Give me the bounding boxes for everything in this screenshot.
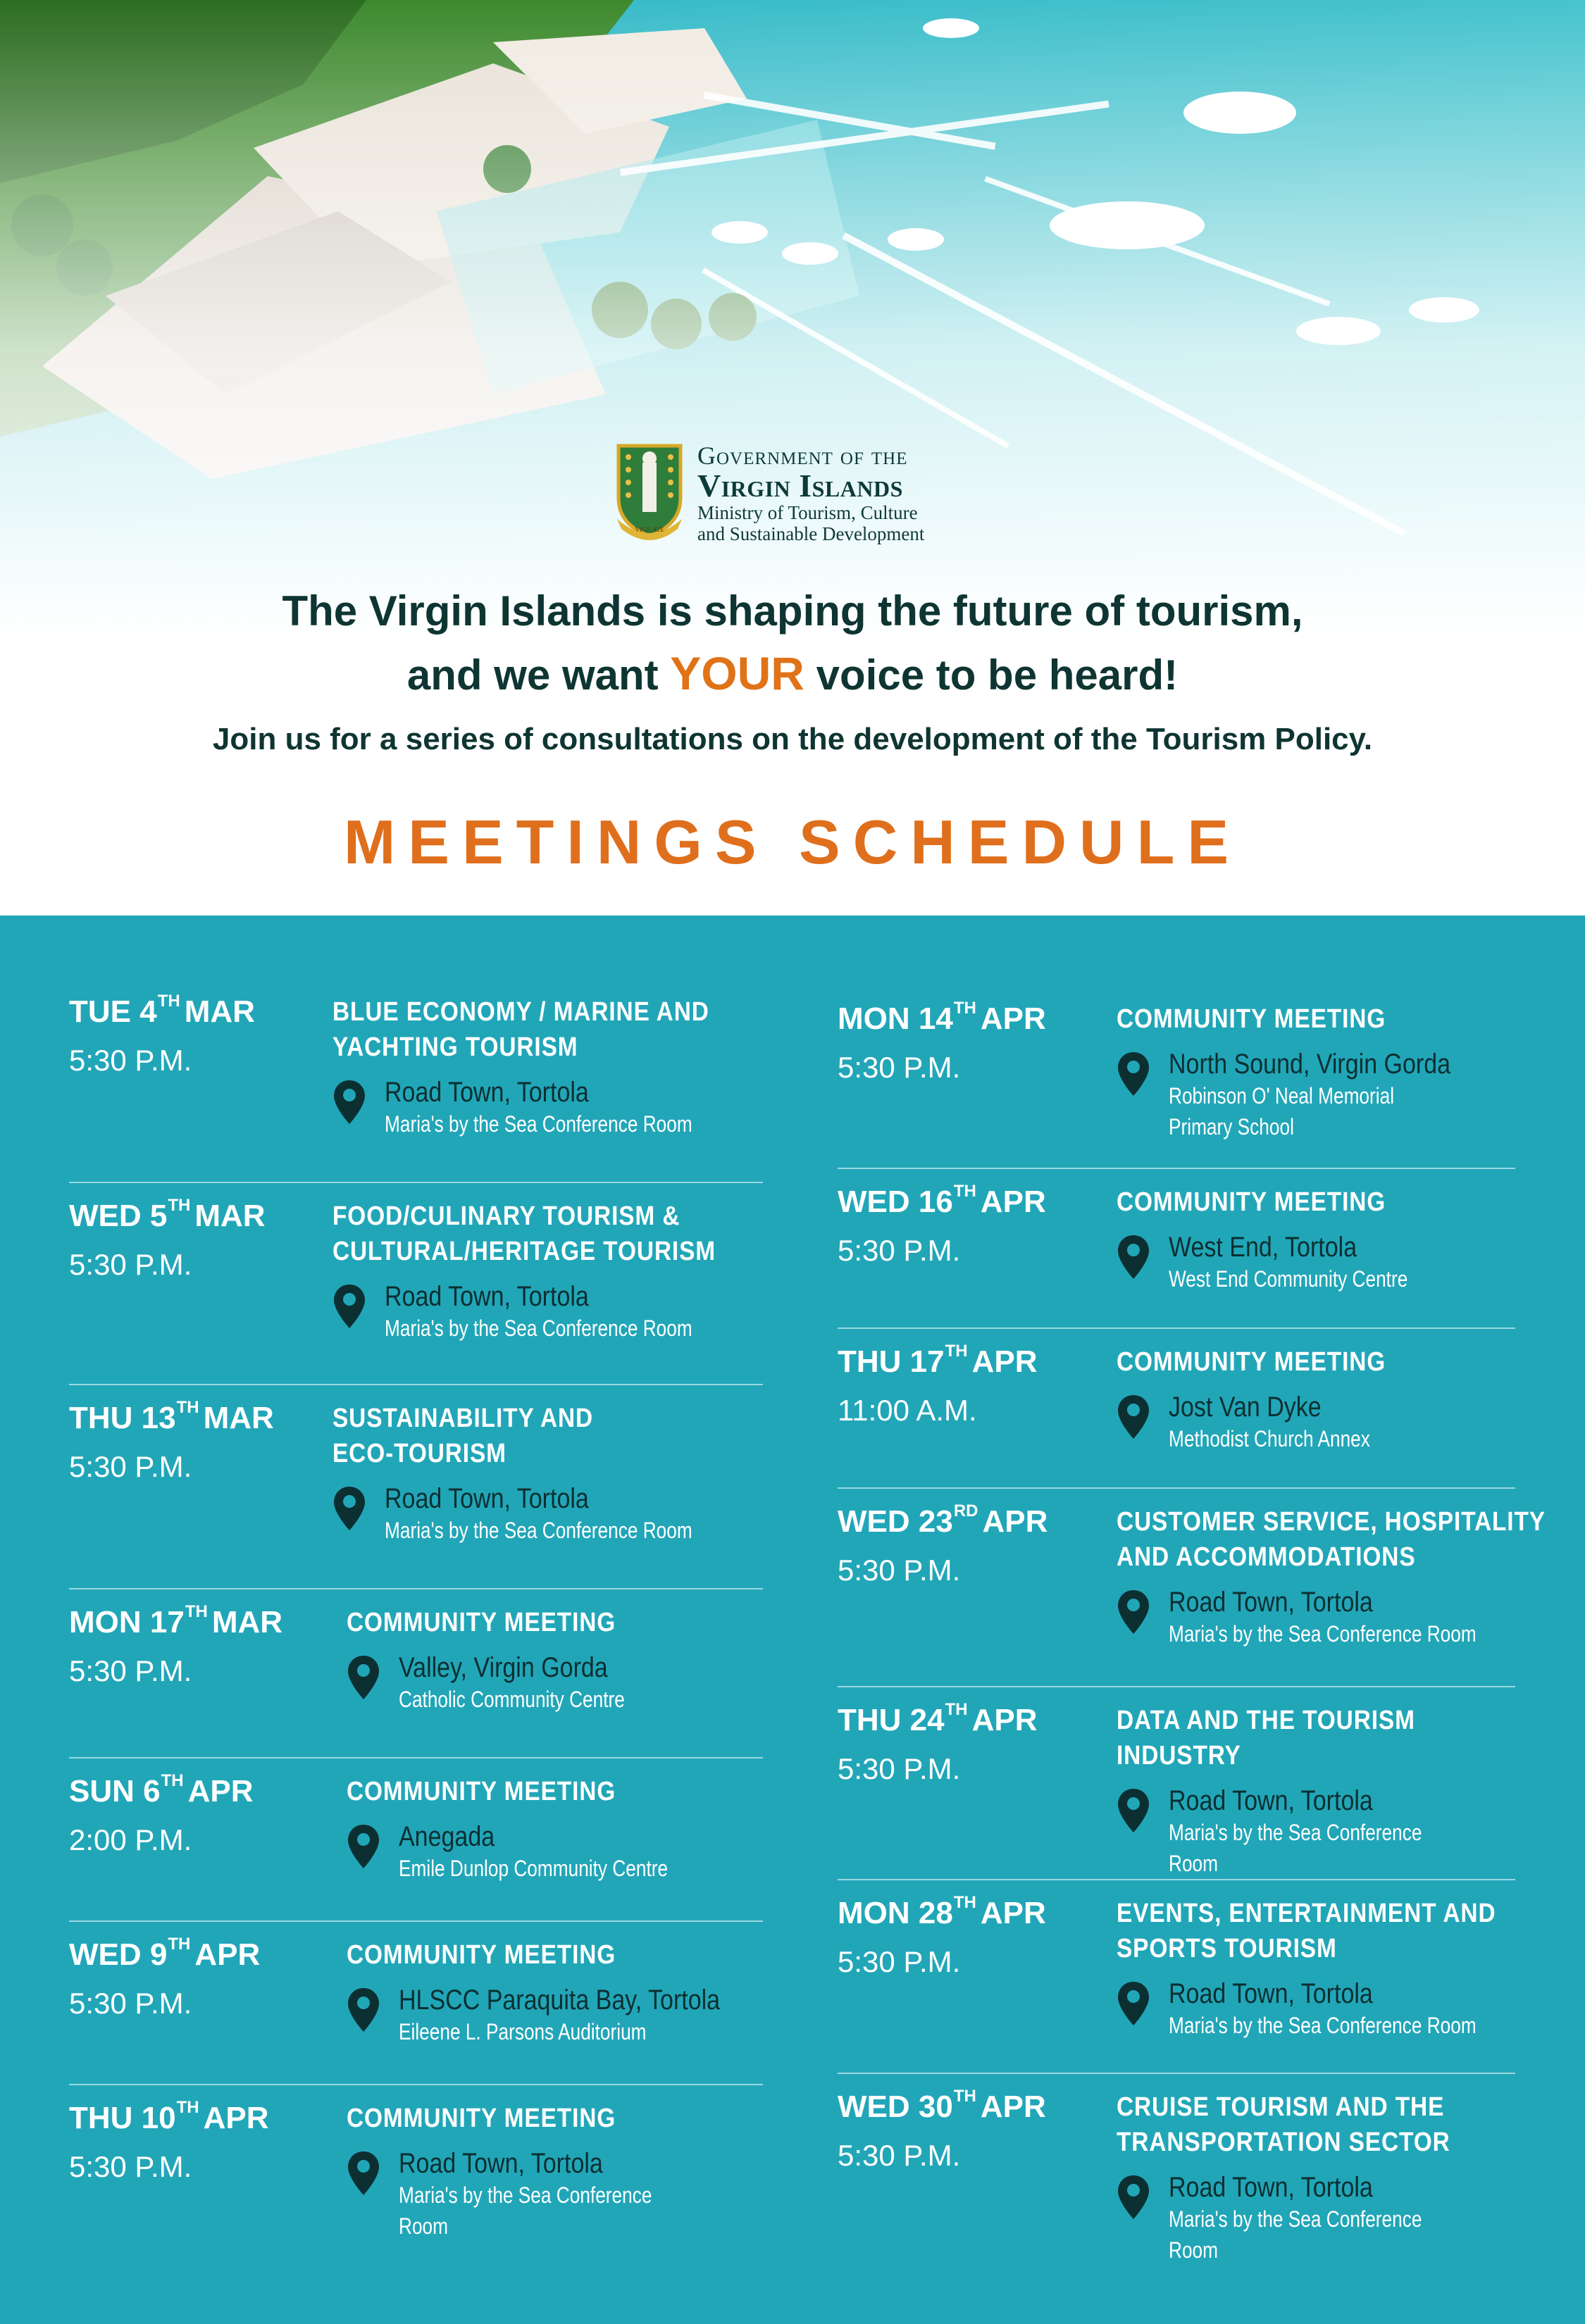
meeting-location: [1117, 1785, 1515, 1879]
meeting-month: APR: [980, 1896, 1046, 1930]
meeting-day: THU 10: [69, 2101, 176, 2135]
location-pin-icon: [347, 1654, 380, 1701]
meeting-location: [347, 2147, 763, 2242]
meeting-topic-line1: COMMUNITY MEETING: [1117, 1347, 1386, 1377]
meeting-location: [1117, 1586, 1585, 1649]
location-pin-icon: [332, 1485, 366, 1532]
headline-line2-before: and we want: [406, 651, 659, 699]
meeting-time: 5:30 P.M.: [838, 1234, 961, 1267]
headline-line1: The Virgin Islands is shaping the future of tourism,: [282, 587, 1303, 635]
meeting-topic-line1: CRUISE TOURISM AND THE: [1117, 2092, 1445, 2122]
schedule-column-left: [69, 979, 763, 2254]
location-pin-icon: [1117, 1234, 1150, 1280]
meeting-day-suffix: TH: [168, 1196, 191, 1215]
meeting-day: THU 13: [69, 1401, 176, 1435]
meeting-month: APR: [980, 1185, 1046, 1219]
meeting-date: [838, 1001, 1046, 1037]
meeting-info: [347, 1774, 727, 1884]
meeting-place: Road Town, Tortola: [385, 1483, 589, 1514]
meeting-place: Anegada: [399, 1821, 495, 1852]
meeting-date: [838, 1182, 1046, 1220]
headline-line2-after: voice to be heard!: [816, 651, 1179, 699]
location-pin-icon: [1117, 1051, 1150, 1097]
meeting-month: APR: [980, 1001, 1046, 1036]
meeting-time: 11:00 A.M.: [838, 1394, 977, 1427]
meeting-entry: [69, 2085, 763, 2254]
meeting-time: 5:30 P.M.: [69, 1248, 192, 1281]
meeting-topic-line1: COMMUNITY MEETING: [1117, 1004, 1386, 1034]
meeting-location: [1117, 1391, 1422, 1454]
meeting-topic-line1: COMMUNITY MEETING: [347, 1777, 616, 1806]
meeting-topic-line1: COMMUNITY MEETING: [347, 1940, 616, 1970]
meeting-venue: Catholic Community Centre: [399, 1687, 625, 1712]
meeting-day-suffix: TH: [953, 2087, 976, 2106]
subheading: Join us for a series of consultations on the development of the Tourism Policy.: [212, 722, 1373, 756]
meeting-info: [1117, 1001, 1515, 1142]
meeting-place: Road Town, Tortola: [385, 1077, 589, 1108]
meeting-place: HLSCC Paraquita Bay, Tortola: [399, 1985, 721, 2016]
meeting-location: [332, 1482, 760, 1546]
meeting-place: Road Town, Tortola: [1169, 1785, 1373, 1816]
meeting-date: [69, 2098, 269, 2136]
meeting-date: [838, 2089, 1046, 2125]
schedule-title: MEETINGS SCHEDULE: [343, 807, 1242, 877]
location-pin-icon: [332, 1283, 366, 1330]
meeting-location: [1117, 1231, 1460, 1294]
meeting-entry: [69, 1183, 763, 1385]
headline-highlight: YOUR: [670, 647, 804, 699]
meeting-venue: Maria's by the Sea Conference Room: [385, 1111, 692, 1137]
meeting-location: [1117, 1978, 1548, 2041]
meeting-entry: [69, 979, 763, 1183]
meeting-venue: Maria's by the Sea Conference Room: [399, 2182, 652, 2239]
meeting-topic-line1: BLUE ECONOMY / MARINE AND: [332, 997, 709, 1027]
meeting-venue: Maria's by the Sea Conference Room: [385, 1518, 692, 1543]
meeting-location: [347, 1820, 727, 1884]
meeting-topic-line2: AND ACCOMMODATIONS: [1117, 1542, 1416, 1572]
meeting-location: [1117, 2171, 1515, 2266]
meeting-venue: Maria's by the Sea Conference Room: [1169, 1820, 1422, 1876]
meeting-place: Road Town, Tortola: [1169, 1587, 1373, 1618]
meeting-entry: [838, 1687, 1515, 1880]
meeting-topic-line2: CULTURAL/HERITAGE TOURISM: [332, 1237, 716, 1266]
meeting-info: [347, 2101, 763, 2242]
location-pin-icon: [1117, 1980, 1150, 2027]
meeting-time: 5:30 P.M.: [69, 1044, 192, 1077]
meeting-month: APR: [194, 1937, 261, 1972]
meeting-day-suffix: TH: [945, 1342, 968, 1361]
location-pin-icon: [347, 1987, 380, 2033]
meeting-entry: [69, 1922, 763, 2085]
meeting-day-suffix: TH: [168, 1935, 191, 1954]
meeting-day: WED 5: [69, 1199, 168, 1233]
meeting-time: 5:30 P.M.: [838, 1554, 961, 1587]
meeting-info: [1117, 1703, 1515, 1879]
meeting-info: [1117, 2089, 1515, 2266]
meeting-place: Road Town, Tortola: [385, 1281, 589, 1312]
meeting-topic-line2: ECO-TOURISM: [332, 1439, 506, 1468]
meeting-time: 5:30 P.M.: [69, 1450, 192, 1483]
meeting-day-suffix: TH: [953, 999, 976, 1018]
meeting-date: [69, 1937, 260, 1973]
meeting-entry: [838, 2074, 1515, 2264]
meeting-day: TUE 4: [69, 994, 157, 1029]
meeting-location: [332, 1076, 761, 1139]
meeting-topic-line2: SPORTS TOURISM: [1117, 1934, 1337, 1963]
meeting-info: [332, 1199, 768, 1344]
meeting-time: 5:30 P.M.: [838, 1945, 961, 1978]
meeting-month: APR: [982, 1504, 1048, 1539]
meeting-venue: Maria's by the Sea Conference Room: [1169, 1621, 1477, 1647]
meeting-date: [838, 1501, 1048, 1539]
meeting-info: [1117, 1185, 1460, 1294]
meeting-topic-line1: DATA AND THE TOURISM: [1117, 1706, 1415, 1735]
meeting-time: 5:30 P.M.: [69, 1987, 192, 2020]
location-pin-icon: [347, 1823, 380, 1870]
meeting-topic-line2: YACHTING TOURISM: [332, 1032, 578, 1062]
meeting-day: WED 23: [838, 1504, 953, 1539]
meeting-entry: [838, 1489, 1546, 1687]
meeting-month: APR: [971, 1703, 1038, 1737]
meeting-location: [332, 1280, 768, 1344]
meeting-day-suffix: TH: [953, 1893, 976, 1912]
meeting-topic-line2: TRANSPORTATION SECTOR: [1117, 2128, 1450, 2157]
meeting-date: [69, 1196, 266, 1234]
meeting-entry: [838, 986, 1515, 1169]
meeting-topic-line2: INDUSTRY: [1117, 1741, 1241, 1770]
meeting-topic-line1: FOOD/CULINARY TOURISM &: [332, 1201, 680, 1231]
ministry-line2: and Sustainable Development: [697, 523, 925, 544]
meeting-place: Road Town, Tortola: [399, 2148, 603, 2179]
meeting-entry: [838, 1169, 1515, 1329]
meeting-date: [69, 994, 255, 1030]
location-pin-icon: [332, 1079, 366, 1125]
meeting-info: [347, 1937, 777, 2047]
meeting-time: 2:00 P.M.: [69, 1823, 192, 1856]
meeting-info: [1117, 1344, 1422, 1454]
meeting-day: WED 30: [838, 2089, 953, 2124]
meeting-info: [347, 1605, 674, 1715]
meeting-info: [1117, 1504, 1585, 1649]
meeting-month: MAR: [184, 994, 255, 1029]
meeting-date: [69, 1771, 254, 1809]
meeting-day-suffix: TH: [157, 992, 180, 1011]
meeting-venue: Methodist Church Annex: [1169, 1426, 1370, 1451]
meeting-entry: [69, 1589, 763, 1758]
meeting-place: Jost Van Dyke: [1169, 1392, 1322, 1423]
meeting-entry: [69, 1758, 763, 1922]
meeting-day-suffix: TH: [176, 2098, 199, 2117]
meeting-place: Road Town, Tortola: [1169, 2172, 1373, 2203]
location-pin-icon: [1117, 1787, 1150, 1834]
meeting-topic-line1: EVENTS, ENTERTAINMENT AND: [1117, 1899, 1496, 1928]
location-pin-icon: [347, 2150, 380, 2197]
meeting-day: WED 16: [838, 1185, 953, 1219]
meeting-day-suffix: TH: [945, 1700, 968, 1719]
meeting-time: 5:30 P.M.: [838, 1051, 961, 1084]
meeting-venue: Maria's by the Sea Conference Room: [385, 1316, 692, 1341]
meeting-month: APR: [971, 1344, 1038, 1379]
meeting-topic-line1: COMMUNITY MEETING: [1117, 1187, 1386, 1217]
government-line2: Virgin Islands: [697, 468, 903, 504]
meeting-venue: Robinson O' Neal Memorial Primary School: [1169, 1083, 1395, 1139]
coat-of-arms-icon: [614, 442, 685, 540]
meeting-location: [347, 1984, 777, 2047]
meeting-day: THU 24: [838, 1703, 945, 1737]
meeting-day: MON 28: [838, 1896, 953, 1930]
schedule-column-right: [838, 986, 1546, 2264]
meeting-info: [332, 1401, 760, 1546]
meeting-month: APR: [187, 1774, 254, 1808]
meeting-info: [1117, 1896, 1548, 2041]
meeting-day-suffix: RD: [953, 1501, 978, 1520]
meeting-date: [69, 1602, 283, 1640]
meeting-day: WED 9: [69, 1937, 168, 1972]
meeting-time: 5:30 P.M.: [69, 1654, 192, 1687]
meeting-day-suffix: TH: [185, 1602, 208, 1621]
meeting-entry: [69, 1385, 763, 1589]
meeting-month: MAR: [211, 1605, 283, 1639]
meeting-venue: West End Community Centre: [1169, 1266, 1408, 1292]
meeting-topic-line1: COMMUNITY MEETING: [347, 1608, 616, 1637]
ministry-line1: Ministry of Tourism, Culture: [697, 502, 918, 523]
meeting-entry: [838, 1329, 1515, 1489]
meeting-date: [838, 1893, 1046, 1931]
meeting-date: [838, 1344, 1038, 1380]
meeting-venue: Eileene L. Parsons Auditorium: [399, 2019, 647, 2044]
meeting-location: [347, 1651, 674, 1715]
meeting-month: MAR: [194, 1199, 266, 1233]
meeting-month: MAR: [203, 1401, 274, 1435]
meeting-month: APR: [203, 2101, 269, 2135]
meeting-topic-line1: SUSTAINABILITY AND: [332, 1404, 594, 1433]
meeting-time: 5:30 P.M.: [838, 1752, 961, 1785]
meeting-info: [332, 994, 761, 1139]
meeting-entry: [838, 1880, 1515, 2074]
meeting-date: [69, 1398, 274, 1436]
meeting-day: MON 17: [69, 1605, 185, 1639]
meeting-place: Road Town, Tortola: [1169, 1978, 1373, 2009]
meeting-time: 5:30 P.M.: [838, 2139, 961, 2172]
meeting-place: Valley, Virgin Gorda: [399, 1652, 608, 1683]
meeting-day: SUN 6: [69, 1774, 161, 1808]
meeting-day-suffix: TH: [176, 1398, 199, 1417]
meeting-day: MON 14: [838, 1001, 953, 1036]
location-pin-icon: [1117, 1394, 1150, 1440]
government-logo: [614, 442, 924, 544]
meeting-place: West End, Tortola: [1169, 1232, 1357, 1263]
location-pin-icon: [1117, 1589, 1150, 1635]
meeting-time: 5:30 P.M.: [69, 2150, 192, 2183]
headline-line2: [0, 639, 1585, 709]
svg-text:VIGILATE: VIGILATE: [635, 526, 664, 533]
meeting-month: APR: [980, 2089, 1046, 2124]
location-pin-icon: [1117, 2174, 1150, 2220]
meeting-date: [838, 1700, 1038, 1738]
meeting-day: THU 17: [838, 1344, 945, 1379]
meeting-day-suffix: TH: [953, 1182, 976, 1201]
meeting-venue: Maria's by the Sea Conference Room: [1169, 2013, 1477, 2038]
meeting-topic-line1: CUSTOMER SERVICE, HOSPITALITY: [1117, 1507, 1546, 1537]
meeting-topic-line1: COMMUNITY MEETING: [347, 2104, 616, 2133]
government-line1: Government of the: [697, 442, 908, 470]
meeting-venue: Emile Dunlop Community Centre: [399, 1856, 669, 1881]
meeting-location: [1117, 1048, 1515, 1142]
meeting-venue: Maria's by the Sea Conference Room: [1169, 2206, 1422, 2263]
meeting-day-suffix: TH: [161, 1771, 184, 1790]
meeting-place: North Sound, Virgin Gorda: [1169, 1049, 1451, 1080]
